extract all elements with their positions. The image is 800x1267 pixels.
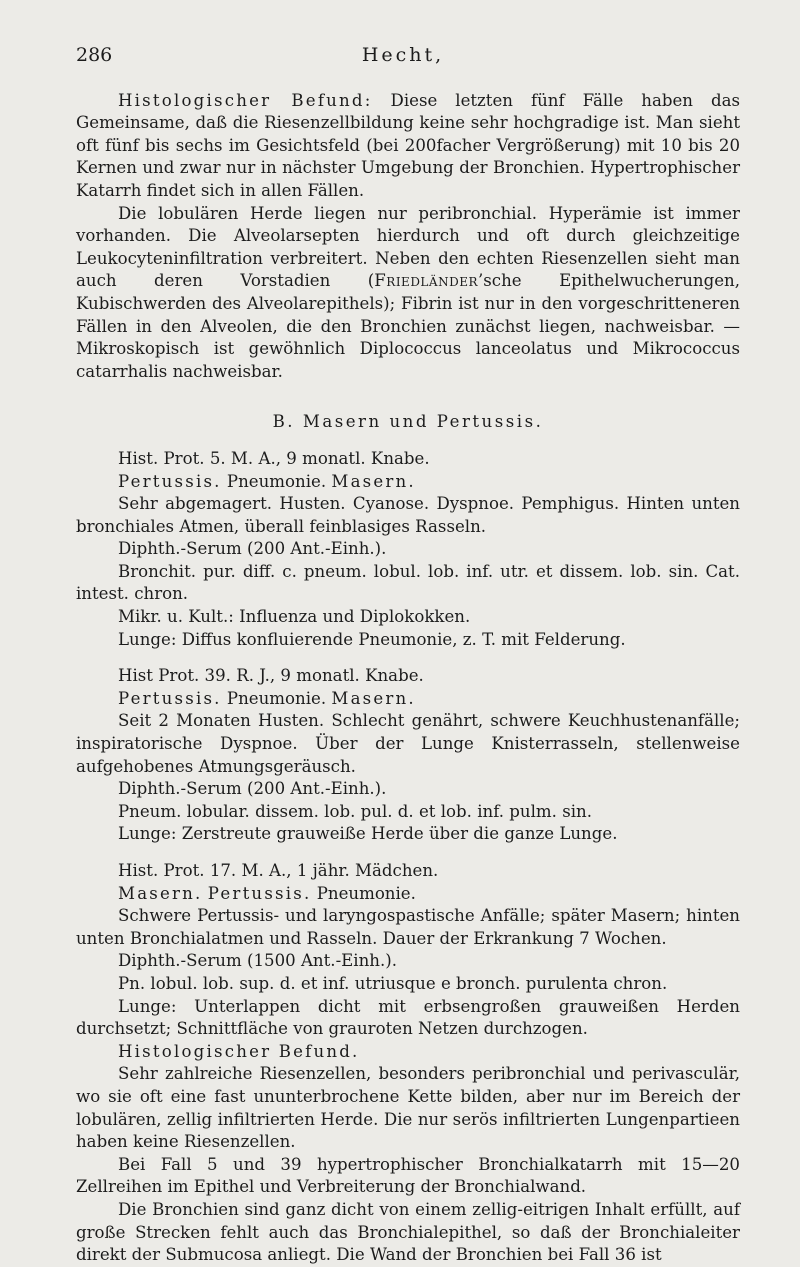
diagnosis-term: Masern. bbox=[331, 688, 416, 708]
case-diagnoses bbox=[76, 688, 740, 711]
diagnosis-term: Masern. bbox=[118, 883, 203, 903]
befund-label: Histologischer Befund: bbox=[118, 90, 373, 110]
case-diagnoses bbox=[76, 883, 740, 906]
case-serum: Diphth.-Serum (200 Ant.-Einh.). bbox=[118, 539, 387, 559]
intro-paragraph-2 bbox=[76, 203, 740, 384]
page-header bbox=[76, 44, 740, 67]
case-serum: Diphth.-Serum (200 Ant.-Einh.). bbox=[118, 779, 387, 799]
case-symptoms: Sehr abgemagert. Husten. Cyanose. Dyspnoe. Pemphigus. Hinten unten bronchiales Atmen, überall feinblasiges Rasseln. bbox=[76, 494, 740, 536]
page-number: 286 bbox=[76, 44, 113, 66]
case-befund-label: Histologischer Befund. bbox=[118, 1041, 360, 1061]
case-record-17 bbox=[76, 860, 740, 1154]
case-anatomical-diagnosis: Bronchit. pur. diff. c. pneum. lobul. lob. inf. utr. et dissem. lob. sin. Cat. intest. chron. bbox=[76, 561, 740, 604]
case-record-5 bbox=[76, 448, 740, 651]
case-microbiology: Mikr. u. Kult.: Influenza und Diplokokken. bbox=[118, 607, 471, 627]
diagnosis-term: Masern. bbox=[331, 471, 416, 491]
diagnosis-term: Pertussis. bbox=[118, 471, 222, 491]
intro-p1-text: Diese letzten fünf Fälle haben das Gemeinsame, daß die Riesenzellbildung keine sehr hochgradige ist. Man sieht oft fünf bis sechs im Gesichtsfeld (bei 200facher Vergrößerung) mit 10 bis 20 Kernen und zwar nur in nächster Umgebung der Bronchien. Hypertrophischer Katarrh findet sich in allen Fällen. bbox=[76, 90, 740, 200]
case-serum: Diphth.-Serum (1500 Ant.-Einh.). bbox=[118, 951, 397, 971]
case-history: Seit 2 Monaten Husten. Schlecht genährt, schwere Keuchhustenanfälle; inspiratorische Dyspnoe. Über der Lunge Knisterrasseln, stellenweise aufgehobenes Atmungsgeräusch. bbox=[76, 711, 740, 776]
author-name: Friedländer bbox=[374, 271, 478, 291]
case-anatomical-diagnosis: Pneum. lobular. dissem. lob. pul. d. et lob. inf. pulm. sin. bbox=[118, 801, 592, 821]
closing-paragraph-2: Die Bronchien sind ganz dicht von einem zellig-eitrigen Inhalt erfüllt, auf große Strecken fehlt auch das Bronchialepithel, so daß der Bronchialeiter direkt der Submucosa anliegt. Die Wand der Bronchien bei Fall 36 ist bbox=[76, 1199, 740, 1265]
diagnosis-term: Pertussis. bbox=[118, 688, 222, 708]
case-record-39 bbox=[76, 665, 740, 846]
case-heading: Hist. Prot. 17. M. A., 1 jähr. Mädchen. bbox=[118, 861, 439, 880]
intro-paragraph-1 bbox=[76, 90, 740, 203]
closing-paragraph-1: Bei Fall 5 und 39 hypertrophischer Bronchialkatarrh mit 15—20 Zellreihen im Epithel und Verbreiterung der Bronchialwand. bbox=[76, 1154, 740, 1197]
case-heading: Hist Prot. 39. R. J., 9 monatl. Knabe. bbox=[118, 666, 424, 686]
case-history: Schwere Pertussis- und laryngospastische Anfälle; später Masern; hinten unten Bronchialatmen und Rasseln. Dauer der Erkrankung 7 Wochen. bbox=[76, 906, 740, 948]
case-heading: Hist. Prot. 5. M. A., 9 monatl. Knabe. bbox=[118, 448, 430, 468]
case-diagnoses bbox=[76, 471, 740, 494]
running-head: Hecht, bbox=[361, 44, 445, 66]
case-lung-finding: Lunge: Unterlappen dicht mit erbsengroßen grauweißen Herden durchsetzt; Schnittfläche von grauroten Netzen durchzogen. bbox=[76, 996, 740, 1039]
case-lung-finding: Lunge: Zerstreute grauweiße Herde über die ganze Lunge. bbox=[118, 824, 618, 844]
case-befund-text: Sehr zahlreiche Riesenzellen, besonders peribronchial und perivasculär, wo sie oft eine fast ununterbrochene Kette bilden, aber nur im Bereich der lobulären, zellig infiltrierten Herde. Die nur serös infiltrierten Lungenpartieen haben keine Riesenzellen. bbox=[76, 1064, 740, 1152]
diagnosis-term: Pneumonie. bbox=[221, 471, 332, 491]
diagnosis-term: Pertussis. bbox=[207, 883, 312, 903]
section-title: B. Masern und Pertussis. bbox=[272, 412, 544, 432]
case-lung-finding: Lunge: Diffus konfluierende Pneumonie, z. T. mit Felderung. bbox=[118, 629, 626, 649]
diagnosis-term: Pneumonie. bbox=[221, 688, 332, 708]
intro-p2-text-b: ’sche Epithelwucherungen, Kubischwerden des Alveolarepithels); Fibrin ist nur in den vorgeschritteneren Fällen in den Alveolen, die den Bronchien zunächst liegen, nachweisbar. — Mikroskopisch ist gewöhnlich Diplococcus lanceolatus und Mikrococcus catarrhalis nachweisbar. bbox=[76, 271, 740, 381]
case-anatomical-diagnosis: Pn. lobul. lob. sup. d. et inf. utriusque e bronch. purulenta chron. bbox=[118, 973, 668, 993]
diagnosis-term: Pneumonie. bbox=[311, 883, 416, 903]
intro-p2-text-a: Die lobulären Herde liegen nur peribronchial. Hyperämie ist immer vorhanden. Die Alveolarsepten hierdurch und oft durch gleichzeitige Leukocyteninfiltration verbreitert. Neben den echten Riesenzellen sieht man auch deren Vorstadien ( bbox=[76, 203, 740, 291]
